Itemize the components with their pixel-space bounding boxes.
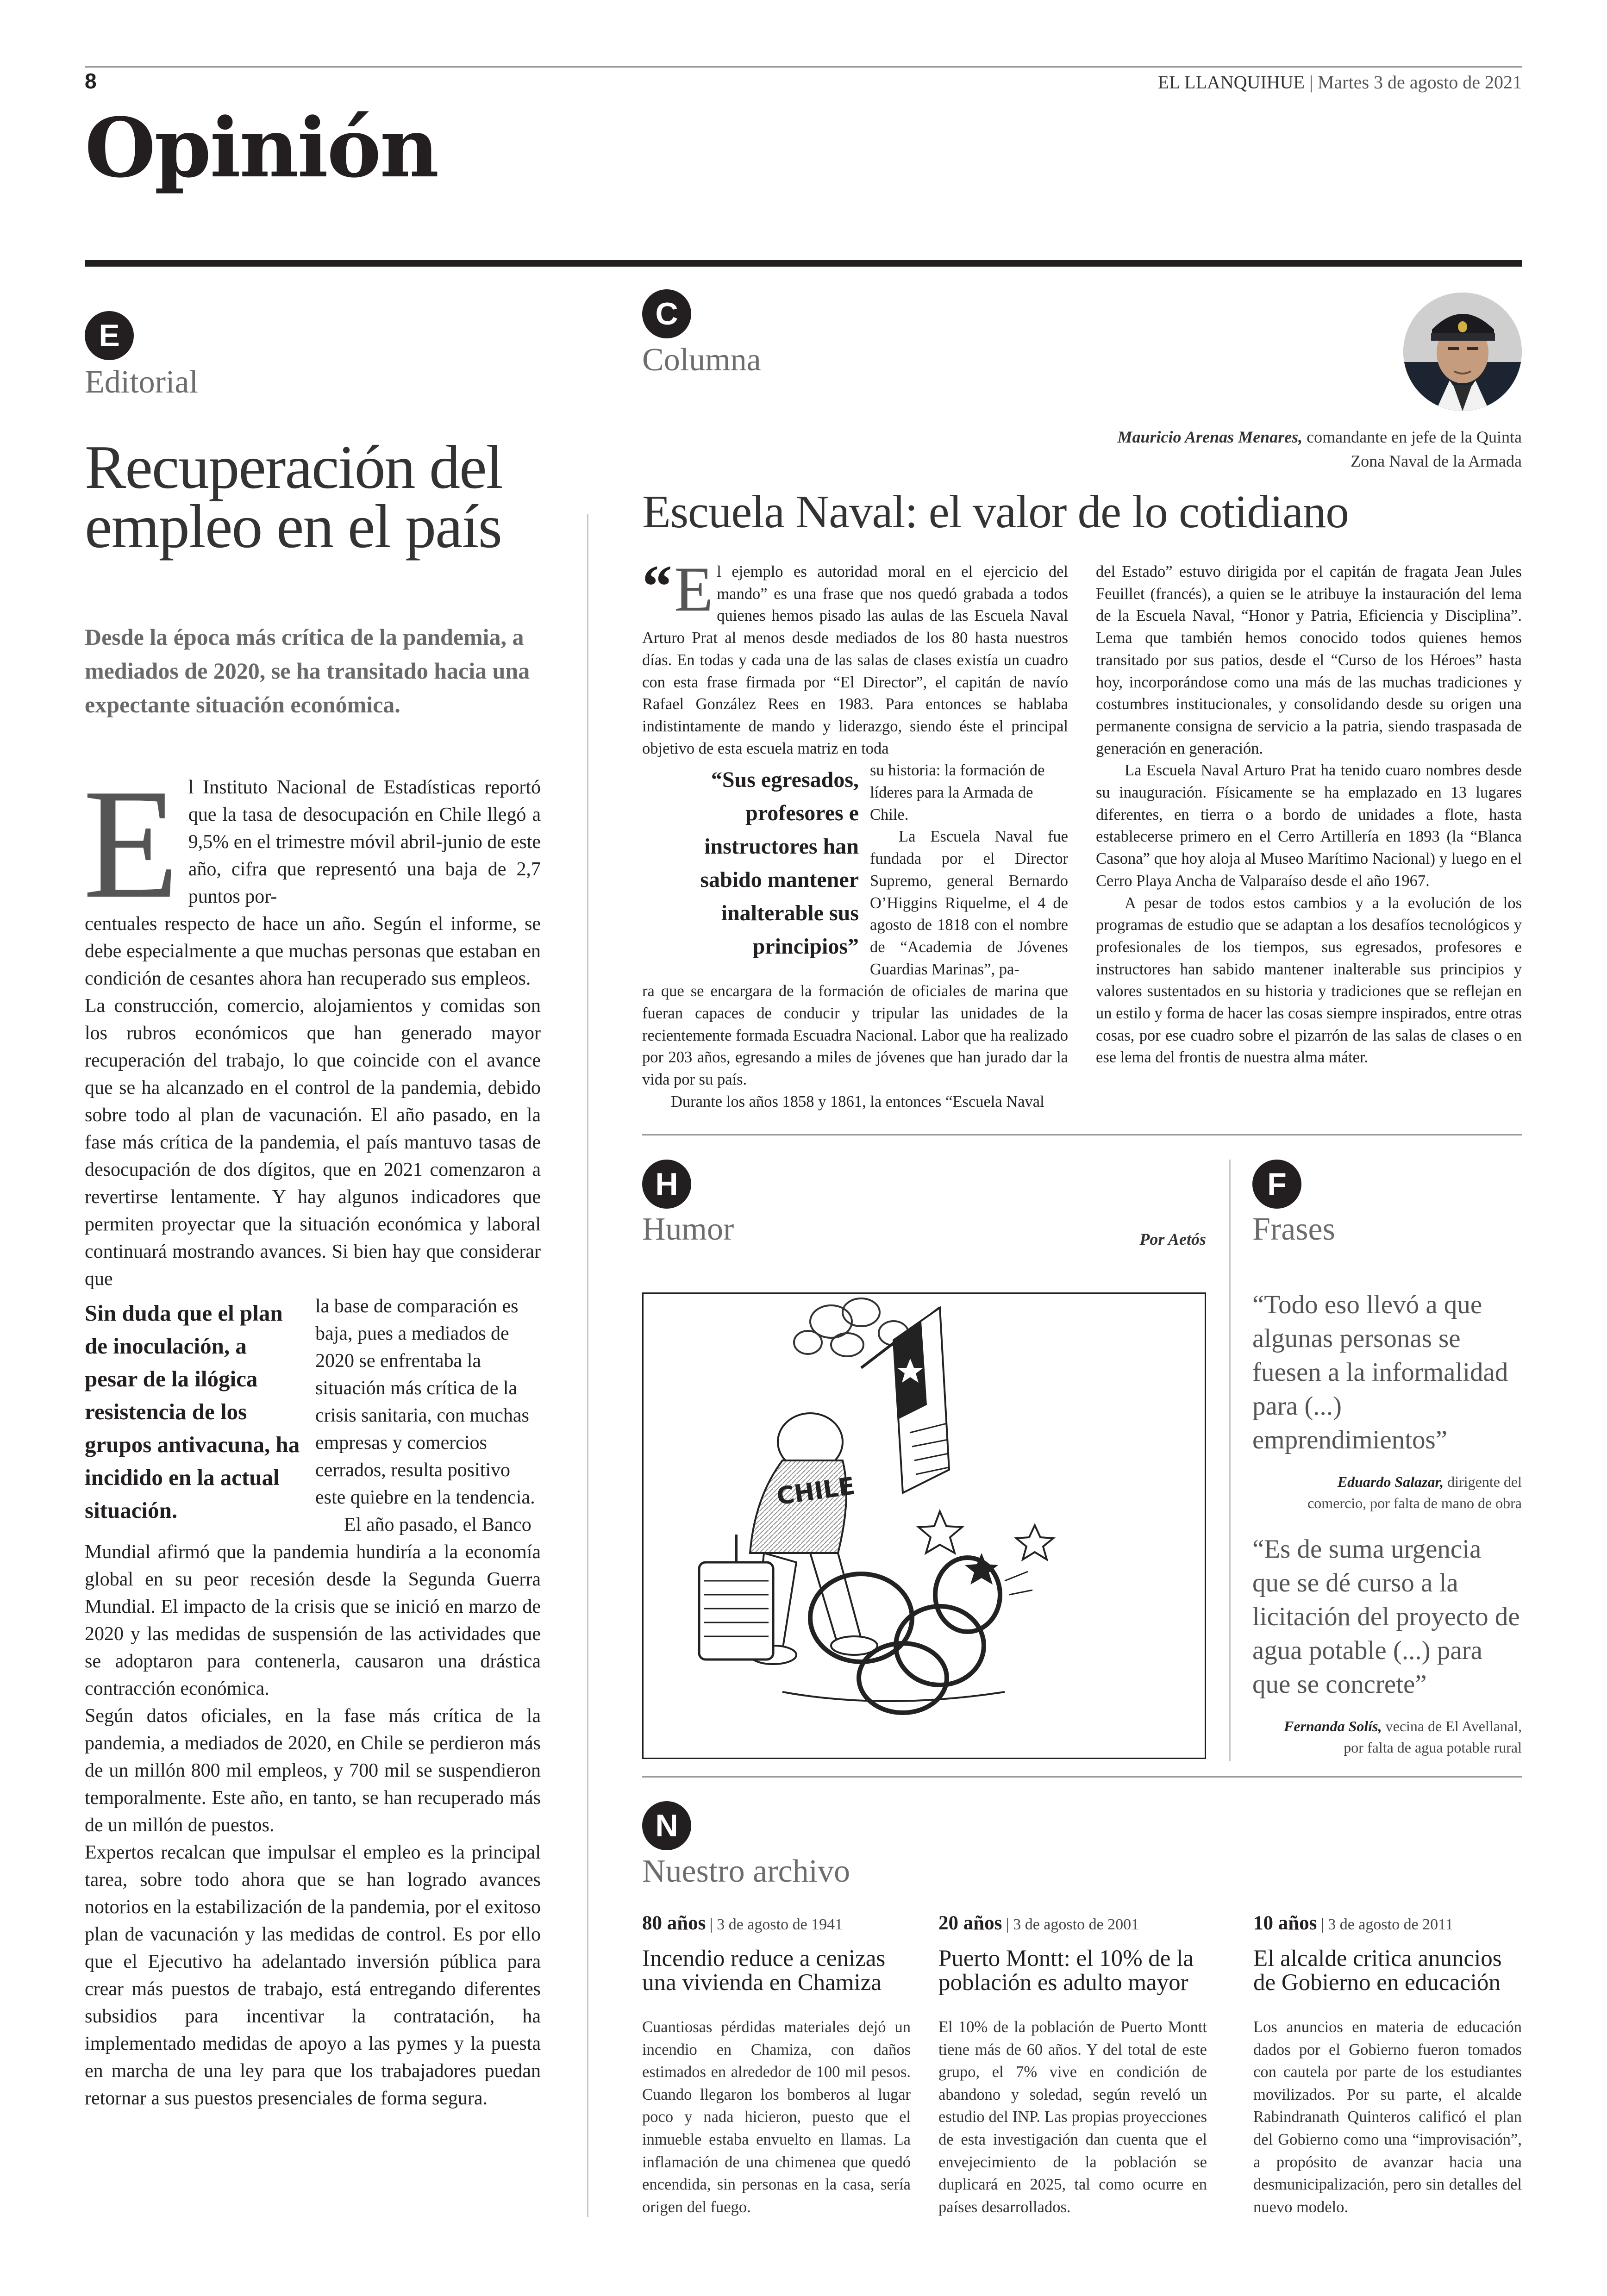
cartoon-illustration-icon — [644, 1294, 1205, 1758]
columna-c1-p1: l ejemplo es autoridad moral en el ejercicio del mando” es una frase que nos quedó grabada a todos quienes hemos pisado las aulas de las Escuela Naval Arturo Prat al menos desde mediados de los 80 hasta nuestros días. En todas y cada una de las salas de clases existía un cuadro con esta frase firmada por “El Director”, el capitán de navío Rafael González Rees en 1983. Para entonces se hablaba indistintamente de mando y liderazgo, siendo éste el principal objetivo de esta escuela matriz en toda — [642, 563, 1068, 757]
archivo-item — [1253, 1912, 1522, 2218]
archivo-item-body: El 10% de la población de Puerto Montt tiene más de 60 años. Y del total de este grupo, el 7% vive en condición de abandono y soledad, según reveló un estudio del INP. Las propias proyecciones de esta investigación dan cuenta que el envejecimiento de la población se duplicará en 2025, tal como ocurre en países desarrollados. — [938, 2018, 1207, 2216]
archivo-item-title: Puerto Montt: el 10% de la población es adulto mayor — [938, 1946, 1194, 1996]
editorial-p3-rest: Mundial afirmó que la pandemia hundiría a la economía global en su peor recesión desde la Segunda Guerra Mundial. El impacto de la crisis que se inició en marzo de 2020 y las medidas de suspensión de las actividades que se adoptaron para contenerla, causaron una drástica contracción económica. — [85, 1541, 541, 1699]
frase-2: “Es de suma urgencia que se dé curso a la licitación del proyecto de agua potable (...) para que se concrete” — [1252, 1535, 1520, 1699]
author-role: comandante en jefe de la Quinta Zona Naval de la Armada — [1307, 428, 1522, 470]
archivo-item — [938, 1912, 1207, 2218]
columna-c1-side: su historia: la formación de líderes para la Armada de Chile. — [870, 761, 1045, 824]
columna-c2-p3: A pesar de todos estos cambios y a la evolución de los programas de estudio que se adaptan a los desafíos tecnológicos y profesionales de los tiempos, sus egresados, profesores e instructores han sabido mantener inalterable sus principios y valores sustentados en su historia y tradiciones que se reflejan en un estilo y forma de hacer las cosas siempre inspirados, entre otras cosas, por ese cuadro sobre el pizarrón de las salas de clases o en ese lema del frontis de nuestra alma máter. — [1096, 894, 1522, 1067]
humor-frases-divider — [1229, 1160, 1231, 1761]
masthead-info: EL LLANQUIHUE | Martes 3 de agosto de 2021 — [1157, 72, 1522, 93]
author-photo — [1403, 293, 1522, 411]
editorial-p3-start: El año pasado, el Banco — [344, 1514, 531, 1535]
issue-date: Martes 3 de agosto de 2021 — [1317, 72, 1522, 93]
frase-2-name: Fernanda Solís, — [1283, 1718, 1382, 1734]
editorial-p4: Según datos oficiales, en la fase más crítica de la pandemia, a mediados de 2020, en Chile se perdieron más de un millón 800 mil empleos, y 700 mil se suspendieron temporalmente. Este año, en tanto, se han recuperado más de un millón de puestos. — [85, 1705, 541, 1836]
editorial-p2: La construcción, comercio, alojamientos y comidas son los rubros económicos que han generado mayor recuperación del trabajo, lo que coincide con el avance que se ha alcanzado en el control de la pandemia, debido sobre todo al plan de vacunación. El año pasado, en la fase más crítica de la pandemia, el país mantuvo tasas de desocupación de dos dígitos, que en 2021 comenzaron a revertirse lentamente. Y hay algunos indicadores que permiten proyectar que la situación económica y laboral continuará mostrando avances. Si bien hay que considerar que — [85, 995, 541, 1290]
frases-label: Frases — [1252, 1211, 1335, 1247]
frase-1-role1: dirigente del — [1447, 1473, 1522, 1490]
columna-title: Escuela Naval: el valor de lo cotidiano — [642, 486, 1349, 537]
author-name: Mauricio Arenas Menares, — [1117, 428, 1303, 446]
frase-1-name: Eduardo Salazar, — [1337, 1473, 1444, 1490]
archivo-item-date: 3 de agosto de 2001 — [1013, 1916, 1139, 1933]
columna-c1-side2: La Escuela Naval fue fundada por el Director Supremo, general Bernardo O’Higgins Riquelme, el 4 de agosto de 1818 con el nombre de “Academia de Jóvenes Guardias Marinas”, pa- — [870, 828, 1068, 978]
archivo-badge: N — [642, 1801, 691, 1850]
editorial-badge: E — [85, 311, 134, 360]
editorial-lead: Desde la época más crítica de la pandemia, a mediados de 2020, se ha transitado hacia una expectante situación económica. — [85, 624, 530, 718]
archivo-item-years: 20 años — [938, 1912, 1002, 1934]
archivo-item-body: Cuantiosas pérdidas materiales dejó un incendio en Chamiza, con daños estimados en alrededor de 100 mil pesos. Cuando llegaron los bomberos al lugar poco y nada hicieron, puesto que el inmueble estaba envuelto en llamas. La inflamación de una chimenea que quedó encendida, sin personas en la casa, sería origen del fuego. — [642, 2018, 911, 2216]
archivo-item-meta: 20 años | 3 de agosto de 2001 — [938, 1912, 1139, 1934]
section-title: Opinión — [85, 100, 438, 196]
archivo-item-meta: 10 años | 3 de agosto de 2011 — [1253, 1912, 1453, 1934]
humor-badge: H — [642, 1160, 691, 1209]
archivo-item-years: 10 años — [1253, 1912, 1317, 1934]
frase-1-attribution — [1252, 1471, 1522, 1514]
columna-c1-last: Durante los años 1858 y 1861, la entonces “Escuela Naval — [671, 1092, 1044, 1111]
editorial-p1-rest: centuales respecto de hace un año. Según el informe, se debe especialmente a que muchas personas que estaban en condición de cesantes ahora han recuperado sus empleos. — [85, 913, 541, 989]
columna-badge: C — [642, 289, 691, 338]
column-divider — [587, 514, 588, 2217]
editorial-label: Editorial — [85, 364, 198, 400]
page-number: 8 — [85, 69, 97, 93]
archivo-item-title: Incendio reduce a cenizas una vivienda en Chamiza — [642, 1946, 886, 1996]
archivo-item-date: 3 de agosto de 1941 — [717, 1916, 843, 1933]
author-credit — [1111, 425, 1522, 473]
frase-1-role2: comercio, por falta de mano de obra — [1307, 1495, 1522, 1511]
frases-badge: F — [1252, 1160, 1301, 1209]
archivo-item-body: Los anuncios en materia de educación dados por el Gobierno fueron tomados con cautela por parte de los estudiantes movilizados. Por su parte, el alcalde Rabindranath Quinteros calificó el plan del Gobierno como una “improvisación”, a propósito de avanzar hacia una desmunicipalización, pero sin detalles del nuevo modelo. — [1253, 2018, 1522, 2216]
frase-2-role2: por falta de agua potable rural — [1344, 1739, 1522, 1756]
paper-name: EL LLANQUIHUE — [1157, 72, 1305, 93]
columna-col1 — [642, 553, 1068, 1113]
columna-open-quote: “ — [642, 553, 672, 620]
archivo-label: Nuestro archivo — [642, 1853, 850, 1889]
frase-1: “Todo eso llevó a que algunas personas se fuesen a la informalidad para (...) emprendimientos” — [1252, 1290, 1508, 1454]
archivo-item — [642, 1912, 911, 2218]
archivo-top-rule — [642, 1776, 1522, 1778]
editorial-title-line1: Recuperación del — [85, 433, 502, 501]
columna-pullquote: “Sus egresados, profesores e instructores han sabido mantener inalterable sus principios” — [700, 767, 859, 959]
editorial-p2-side: la base de comparación es baja, pues a mediados de 2020 se enfrentaba la situación más crítica de la crisis sanitaria, con muchas empresas y comercios cerrados, resulta positivo este quiebre en la tendencia. — [315, 1296, 535, 1508]
frase-2-role1: vecina de El Avellanal, — [1385, 1718, 1522, 1734]
frase-2-attribution — [1252, 1716, 1522, 1758]
columna-c1-rest: ra que se encargara de la formación de oficiales de marina que fueran capaces de conducir y tripular las unidades de la recientemente formada Escuadra Nacional. Labor que ha realizado por 203 años, egresando a miles de jóvenes que han jurado dar la vida por su país. — [642, 982, 1068, 1089]
archivo-item-years: 80 años — [642, 1912, 706, 1934]
columna-dropcap: E — [674, 554, 713, 624]
humor-byline: Por Aetós — [1139, 1230, 1206, 1248]
columna-col2 — [1096, 561, 1522, 1069]
editorial-dropcap: E — [83, 756, 179, 931]
columna-label: Columna — [642, 342, 761, 378]
header-thick-rule — [85, 260, 1522, 267]
archivo-item-title: El alcalde critica anuncios de Gobierno en educación — [1253, 1946, 1502, 1996]
humor-label: Humor — [642, 1211, 734, 1247]
editorial-p1-top: l Instituto Nacional de Estadísticas reportó que la tasa de desocupación en Chile llegó a 9,5% en el trimestre móvil abril-junio de este año, cifra que representó una baja de 2,7 puntos por- — [188, 777, 541, 907]
columna-bottom-rule — [642, 1134, 1522, 1136]
editorial-p5: Expertos recalcan que impulsar el empleo es la principal tarea, sobre todo ahora que se han logrado avances notorios en la estabilización de la pandemia, por el exitoso plan de vacunación y las medidas de control. Es por ello que el Ejecutivo ha adelantado inversión pública para crear más puestos de trabajo, está entregando diferentes subsidios para incentivar la contratación, ha implementado medidas de apoyo a las pymes y la puesta en marcha de una ley para que los trabajadores puedan retornar a sus puestos presenciales de forma segura. — [85, 1842, 541, 2109]
editorial-pullquote: Sin duda que el plan de inoculación, a pesar de la ilógica resistencia de los grupos antivacuna, ha incidido en la actual situación. — [85, 1300, 300, 1523]
editorial-body — [83, 756, 541, 2112]
top-thin-rule — [85, 66, 1522, 68]
archivo-item-date: 3 de agosto de 2011 — [1328, 1916, 1453, 1933]
cartoon-shirt-text: CHILE — [775, 1472, 857, 1511]
archivo-item-meta: 80 años | 3 de agosto de 1941 — [642, 1912, 843, 1934]
columna-c2-p1: del Estado” estuvo dirigida por el capitán de fragata Jean Jules Feuillet (francés), a quien se le atribuye la instauración del lema de la Escuela Naval, “Honor y Patria, Eficiencia y Disciplina”. Lema que también hemos conocido todos quienes hemos transitado por sus patios, desde el “Curso de los Héroes” hasta hoy, incorporándose como una más de las muchas tradiciones y costumbres institucionales, y consolidando desde su origen una permanente consigna de servicio a la patria, siendo traspasada de generación en generación. — [1096, 563, 1522, 757]
author-portrait-icon — [1403, 293, 1522, 411]
editorial-title — [85, 433, 571, 561]
columna-c2-p2: La Escuela Naval Arturo Prat ha tenido cuaro nombres desde su inauguración. Físicamente se ha emplazado en 13 lugares diferentes, en tierra o a bordo de unidades a flote, hasta establecerse primero en el Cerro Artillería en 1893 (la “Blanca Casona” que hoy aloja al Museo Marítimo Nacional) y luego en el Cerro Playa Ancha de Valparaíso desde el año 1967. — [1096, 761, 1522, 890]
editorial-title-line2: empleo en el país — [85, 492, 501, 561]
humor-cartoon — [642, 1292, 1206, 1759]
